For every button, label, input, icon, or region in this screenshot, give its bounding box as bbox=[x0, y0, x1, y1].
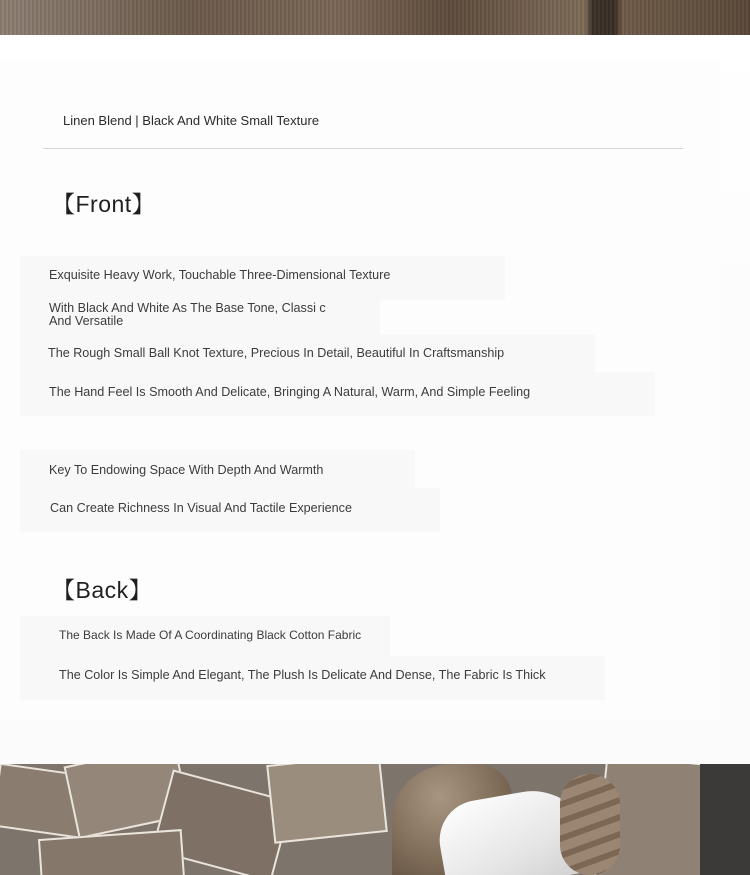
front-line-1: Exquisite Heavy Work, Touchable Three-Dimensional Texture bbox=[49, 268, 391, 282]
front-line-2: With Black And White As The Base Tone, Classi c And Versatile bbox=[49, 301, 326, 328]
model-braid bbox=[560, 774, 620, 875]
photo-edge bbox=[700, 764, 750, 875]
stone-texture bbox=[266, 764, 388, 844]
divider bbox=[43, 148, 683, 149]
front-line-6: Can Create Richness In Visual And Tactile Experience bbox=[50, 501, 352, 515]
front-line-3: The Rough Small Ball Knot Texture, Precious In Detail, Beautiful In Craftsmanship bbox=[48, 346, 505, 360]
back-line-2: The Color Is Simple And Elegant, The Plush Is Delicate And Dense, The Fabric Is Thick bbox=[59, 668, 546, 682]
front-line-5: Key To Endowing Space With Depth And Warmth bbox=[49, 463, 324, 477]
front-heading: 【Front】 bbox=[52, 191, 156, 217]
front-line-4: The Hand Feel Is Smooth And Delicate, Bringing A Natural, Warm, And Simple Feeling bbox=[49, 385, 531, 399]
bottom-model-photo bbox=[0, 764, 750, 875]
back-heading: 【Back】 bbox=[52, 577, 153, 603]
fabric-subtitle: Linen Blend | Black And White Small Texture bbox=[63, 113, 320, 128]
top-product-photo bbox=[0, 0, 750, 35]
back-line-1: The Back Is Made Of A Coordinating Black Cotton Fabric bbox=[59, 628, 362, 642]
